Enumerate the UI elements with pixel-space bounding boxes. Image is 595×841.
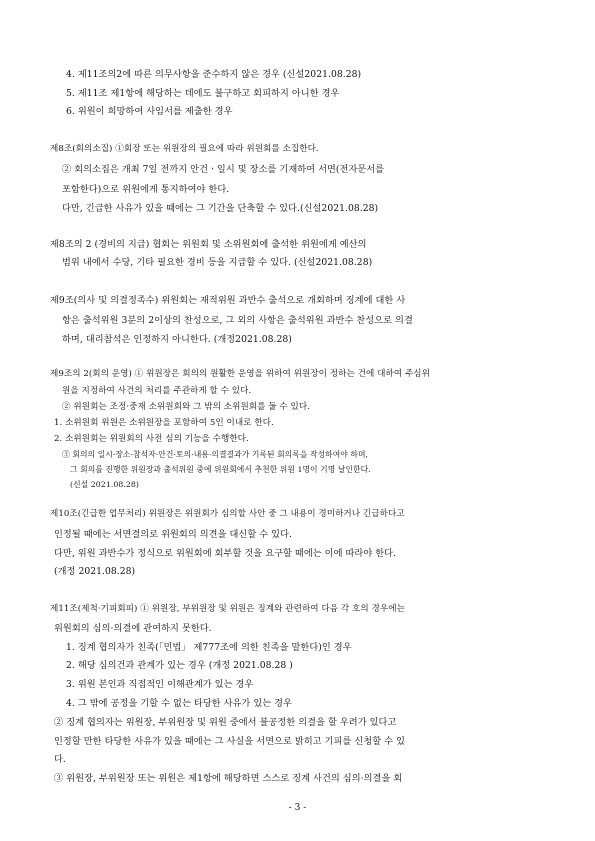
text-line: 원을 지정하여 사건의 처리를 주관하게 할 수 있다. [62,386,252,396]
text-line: 인정할 만한 타당한 사유가 있을 때에는 그 사실을 서면으로 밝히고 기피를 신청할 수 있 [54,736,405,747]
text-line: 인정될 때에는 서면결의로 위원회의 의견을 대신할 수 있다. [54,529,292,540]
text-line: ③ 회의의 일시·장소·참석자·안건·토의·내용·의결결과가 기록된 회의록을 작성하여야 하며, [62,450,369,459]
text-line: 다만, 위원 과반수가 정식으로 위원회에 회부할 것을 요구할 때에는 이에 따라야 한다. [54,548,397,559]
text-line: 하며, 대리참석은 인정하지 아니한다. (개정2021.08.28) [62,334,292,345]
text-line: 4. 그 밖에 공정을 기할 수 없는 타당한 사유가 있는 경우 [66,698,292,709]
text-line: 3. 위원 본인과 직접적인 이해관계가 있는 경우 [66,679,254,690]
article-heading: 제8조의 2 (경비의 지급) 협회는 위원회 및 소위원회에 출석한 위원에게 예산의 [50,239,367,250]
text-line: 1. 징계 협의자가 친족(「민법」 제777조에 의한 친족을 말한다)인 경우 [66,642,352,653]
text-line: 범위 내에서 수당, 기타 필요한 경비 등을 지급할 수 있다. (신설2021.08.28) [62,257,373,268]
text-line: 항은 출석위원 3분의 2이상의 찬성으로, 그 외의 사항은 출석위원 과반수 찬성으로 의결 [62,315,413,326]
article-heading: 제10조(긴급한 업무처리) 위원장은 위원회가 심의할 사안 중 그 내용이 경미하거나 긴급하다고 [50,509,405,519]
text-line: 다. [54,754,66,765]
text-line: ③ 위원장, 부위원장 또는 위원은 제1항에 해당하면 스스로 징계 사건의 심의·의결을 회 [54,773,403,784]
text-line: 6. 위원이 희망하여 사임서를 제출한 경우 [66,106,233,117]
text-line: (개정 2021.08.28) [54,566,136,577]
article-heading: 제11조(제척·기피회피) ① 위원장, 부위원장 및 위원은 징계와 관련하여 다음 각 호의 경우에는 [50,604,405,614]
article-heading: 제9조(의사 및 의결정족수) 위원회는 재적위원 과반수 출석으로 개회하며 징계에 대한 사 [50,295,406,306]
text-line: 다만, 긴급한 사유가 있을 때에는 그 기간을 단축할 수 있다.(신설2021.08.28) [62,203,379,214]
page-number: - 3 - [288,803,307,813]
article-heading: 제8조(회의소집) ①회장 또는 위원장의 필요에 따라 위원회를 소집한다. [50,144,319,154]
text-line: 5. 제11조 제1항에 해당하는 데에도 불구하고 회피하지 아니한 경우 [66,88,340,99]
text-line: 포함한다)으로 위원에게 통지하여야 한다. [62,184,230,195]
text-line: 2. 해당 심의건과 관계가 있는 경우 (개정 2021.08.28 ) [66,660,293,671]
text-line: 1. 소위원회 위원은 소위원장을 포함하여 5인 이내로 한다. [54,418,274,428]
text-line: ② 징계 협의자는 위원장, 부위원장 및 위원 중에서 불공정한 의결을 할 우려가 있다고 [54,717,397,728]
text-line: (신설 2021.08.28) [70,480,140,489]
text-line: ② 위원회는 조정·중재 소위원회와 그 밖의 소위원회를 둘 수 있다. [62,402,311,412]
text-line: ② 회의소집은 개최 7일 전까지 안건ㆍ일시 및 장소를 기재하여 서면(전자문서를 [62,164,385,175]
article-heading: 제9조의 2(회의 운영) ① 위원장은 회의의 원활한 운영을 위하여 위원장이 정하는 건에 대하여 주심위 [50,369,431,379]
text-line: 위원회의 심의·의결에 관여하지 못한다. [54,623,212,634]
text-line: 2. 소위원회는 위원회의 사전 심의 기능을 수행한다. [54,434,249,444]
text-line: 4. 제11조의2에 따른 의무사항을 준수하지 않은 경우 (신설2021.08.28) [66,69,362,80]
text-line: 그 회의를 진행한 위원장과 출석위원 중에 위원회에서 추천한 위원 1명이 기명 날인한다. [70,465,371,474]
